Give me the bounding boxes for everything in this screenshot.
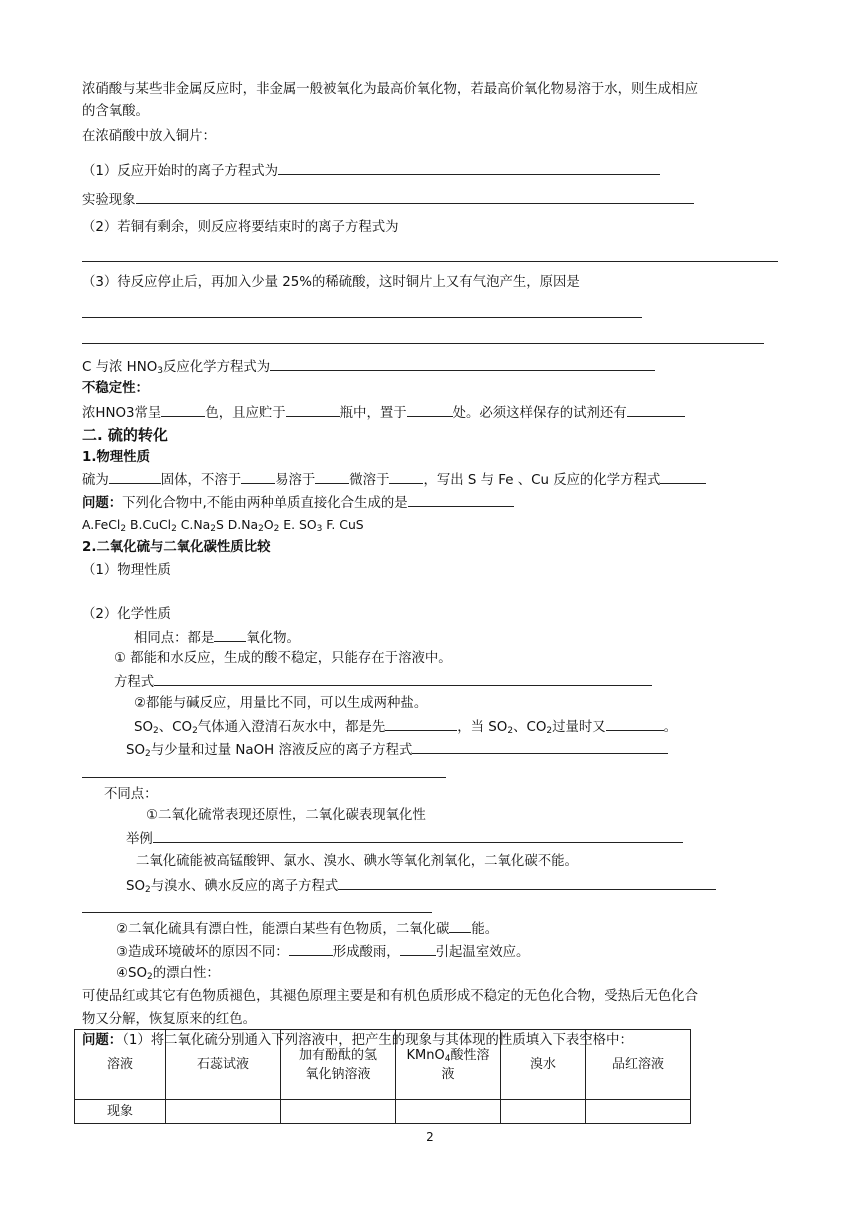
subscript: 2 (147, 972, 153, 982)
answer-blank[interactable] (109, 469, 161, 484)
text: 与少量和过量 NaOH 溶液反应的离子方程式 (150, 743, 413, 758)
storage-line (82, 402, 685, 424)
text: ③造成环境破坏的原因不同： (116, 945, 289, 960)
similarity-line (134, 627, 300, 649)
subscript: 2 (546, 726, 553, 736)
text: 相同点：都是 (134, 631, 215, 646)
header-cell (396, 1030, 501, 1100)
naoh-line (126, 739, 668, 761)
answer-blank[interactable] (412, 739, 668, 754)
difference-1: ①二氧化硫常表现还原性，二氧化碳表现氧化性 (146, 808, 426, 823)
bleaching-text-2: 物又分解，恢复原来的红色。 (82, 1012, 257, 1027)
question-3: （3）待反应停止后，再加入少量 25%的稀硫酸，这时铜片上又有气泡产生，原因是 (82, 275, 580, 290)
answer-blank[interactable] (449, 918, 471, 933)
answer-blank[interactable] (154, 671, 652, 686)
difference-label: 不同点： (104, 787, 158, 802)
answer-blank[interactable] (286, 402, 340, 417)
nitric-intro-line2: 的含氧酸。 (82, 104, 149, 119)
question-2: （2）若铜有剩余，则反应将要结束时的离子方程式为 (82, 220, 399, 235)
comparison-title: 2.二氧化硫与二氧化碳性质比较 (82, 540, 271, 555)
option-d: S D.Na (215, 517, 259, 532)
text: 能。 (471, 922, 499, 937)
difference-2 (116, 918, 498, 940)
storage-text-c: 瓶中，置于 (339, 406, 407, 421)
observation-label: 实验现象 (82, 193, 136, 208)
subscript: 3 (316, 524, 323, 534)
subscript: 2 (153, 726, 159, 736)
text: 液 (441, 1066, 455, 1082)
storage-text-d: 处。必须这样保存的试剂还有 (452, 406, 627, 421)
text: 形成酸雨， (332, 945, 400, 960)
answer-line[interactable] (82, 343, 764, 344)
answer-blank[interactable] (315, 469, 349, 484)
option-f: F. CuS (322, 517, 364, 532)
bleaching-title (116, 964, 220, 984)
answer-blank[interactable] (627, 402, 685, 417)
header-cell: 石蕊试液 (166, 1030, 281, 1100)
text: ②二氧化硫具有漂白性，能漂白某些有色物质，二氧化碳 (116, 922, 450, 937)
equation-label: 方程式 (114, 675, 155, 690)
text: 酸性溶 (450, 1047, 490, 1063)
question-label: 问题： (82, 1033, 123, 1048)
table-header-row (75, 1030, 691, 1100)
example-label: 举例 (126, 832, 153, 847)
subscript: 2 (120, 524, 127, 534)
observation-line (82, 189, 694, 211)
text: 加有酚酞的氢 (298, 1047, 377, 1063)
similarity-1: ① 都能和水反应，生成的酸不稳定，只能存在于溶液中。 (114, 651, 452, 666)
copper-prompt: 在浓硝酸中放入铜片： (82, 129, 216, 144)
bleaching-text-1: 可使品红或其它有色物质褪色，其褪色原理主要是和有机色质形成不稳定的无色化合物，受热后无色化合 (82, 989, 698, 1004)
answer-line[interactable] (82, 317, 642, 318)
answer-blank[interactable] (338, 875, 716, 890)
option-e: E. SO (279, 517, 317, 532)
physical-properties-title: 1.物理性质 (82, 450, 150, 465)
answer-blank[interactable] (136, 189, 694, 204)
text: 氧化物。 (246, 631, 300, 646)
section-title-sulfur: 二. 硫的转化 (82, 426, 168, 444)
carbon-text: C 与浓 HNO (82, 360, 158, 375)
similarity-2: ②都能与碱反应，用量比不同，可以生成两种盐。 (134, 696, 428, 711)
bromine-line (126, 875, 716, 897)
text: 微溶于 (349, 473, 390, 488)
answer-blank[interactable] (606, 716, 664, 731)
text: 易溶于 (275, 473, 316, 488)
table-cell[interactable] (586, 1100, 691, 1124)
subscript: 2 (210, 524, 216, 534)
subscript: 2 (258, 524, 264, 534)
observation-table (74, 1029, 691, 1124)
header-cell (281, 1030, 396, 1100)
physical-subtitle: （1）物理性质 (82, 563, 171, 578)
subscript: 4 (444, 1053, 451, 1064)
equation-line (114, 671, 652, 693)
difference-3 (116, 941, 529, 963)
table-cell[interactable] (166, 1100, 281, 1124)
answer-blank[interactable] (161, 402, 205, 417)
text: 硫为 (82, 473, 109, 488)
table-row (75, 1100, 691, 1124)
option-a: A.FeCl (82, 517, 121, 532)
carbon-reaction-line (82, 356, 655, 378)
subscript: 2 (507, 726, 514, 736)
text: ④SO (116, 966, 148, 981)
answer-blank[interactable] (153, 828, 683, 843)
text: 。 (663, 720, 678, 735)
storage-text-a: 浓HNO3常呈 (82, 406, 162, 421)
text: KMnO (406, 1047, 445, 1063)
header-cell: 溶液 (75, 1030, 166, 1100)
option-c: C.Na (176, 517, 211, 532)
question-text: 下列化合物中,不能由两种单质直接化合生成的是 (122, 496, 408, 511)
answer-blank[interactable] (270, 356, 655, 371)
text: 与溴水、碘水反应的离子方程式 (150, 879, 339, 894)
limewater-line (134, 716, 677, 738)
subscript: 2 (145, 749, 151, 759)
answer-line[interactable] (82, 777, 446, 778)
table-cell[interactable] (396, 1100, 501, 1124)
text: 的漂白性： (152, 966, 220, 981)
text: SO (126, 879, 146, 894)
carbon-text-2: 反应化学方程式为 (163, 360, 271, 375)
text: SO (134, 720, 154, 735)
text: 、CO (158, 720, 193, 735)
text: SO (126, 743, 146, 758)
question-1 (82, 160, 660, 182)
table-cell[interactable] (281, 1100, 396, 1124)
subscript: 2 (192, 726, 198, 736)
answer-line[interactable] (82, 261, 778, 262)
header-cell: 品红溶液 (586, 1030, 691, 1100)
text: 过量时又 (552, 720, 606, 735)
answer-blank[interactable] (660, 469, 706, 484)
option-b: B.CuCl (126, 517, 172, 532)
page-number: 2 (426, 1130, 434, 1144)
example-line (126, 828, 683, 850)
sulfur-physical-line (82, 469, 706, 491)
chemical-subtitle: （2）化学性质 (82, 607, 171, 622)
subscript: 2 (145, 885, 151, 895)
text: 引起温室效应。 (435, 945, 530, 960)
subscript: 2 (273, 524, 280, 534)
answer-blank[interactable] (214, 627, 246, 642)
subscript: 3 (157, 366, 164, 376)
text: 、CO (513, 720, 547, 735)
difference-1-detail: 二氧化硫能被高锰酸钾、氯水、溴水、碘水等氧化剂氧化，二氧化碳不能。 (136, 854, 578, 869)
nitric-intro-line1: 浓硝酸与某些非金属反应时，非金属一般被氧化为最高价氧化物，若最高价氧化物易溶于水，则生成相应 (82, 82, 698, 97)
answer-blank[interactable] (389, 469, 423, 484)
answer-blank[interactable] (408, 492, 514, 507)
question-1-text: （1）反应开始时的离子方程式为 (82, 164, 278, 179)
header-cell: 溴水 (501, 1030, 586, 1100)
table-cell[interactable] (501, 1100, 586, 1124)
subscript: 2 (171, 524, 177, 534)
row-label: 现象 (75, 1100, 166, 1124)
text: 气体通入澄清石灰水中，都是先 (197, 720, 386, 735)
storage-text-b: 色，且应贮于 (205, 406, 286, 421)
answer-blank[interactable] (241, 469, 275, 484)
sulfur-question-line (82, 492, 514, 514)
text: 固体，不溶于 (160, 473, 242, 488)
answer-blank[interactable] (400, 941, 436, 956)
answer-blank[interactable] (385, 716, 457, 731)
options-line (82, 515, 364, 535)
option-d-2: O (263, 517, 274, 532)
text: ，当 SO (457, 720, 508, 735)
answer-blank[interactable] (289, 941, 333, 956)
text: 氧化钠溶液 (305, 1066, 371, 1082)
answer-line[interactable] (82, 912, 432, 913)
question-label: 问题： (82, 496, 123, 511)
answer-blank[interactable] (407, 402, 453, 417)
instability-title: 不稳定性： (82, 381, 149, 396)
answer-blank[interactable] (278, 160, 660, 175)
question-text: （1）将二氧化硫分别通入下列溶液中，把产生的现象与其体现的性质填入下表空格中： (122, 1033, 633, 1048)
text: ，写出 S 与 Fe 、Cu 反应的化学方程式 (423, 473, 661, 488)
